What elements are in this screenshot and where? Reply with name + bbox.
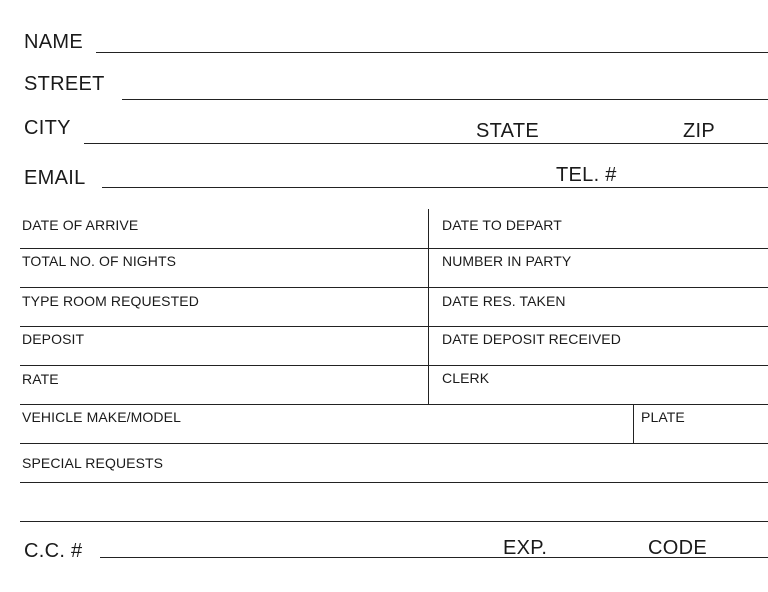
grid-row-line-3 <box>20 326 768 327</box>
city-state-zip-field-line[interactable] <box>84 143 768 144</box>
vehicle-make-model-label: VEHICLE MAKE/MODEL <box>22 409 181 425</box>
name-field-line[interactable] <box>96 52 768 53</box>
special-requests-line-1[interactable] <box>20 482 768 483</box>
special-requests-label: SPECIAL REQUESTS <box>22 455 164 471</box>
date-of-arrive-label: DATE OF ARRIVE <box>22 217 139 233</box>
city-label: CITY <box>24 117 71 139</box>
date-deposit-received-label: DATE DEPOSIT RECEIVED <box>442 331 621 347</box>
cc-number-label: C.C. # <box>24 540 83 562</box>
state-label: STATE <box>476 120 539 142</box>
grid-row-line-5 <box>20 404 768 405</box>
grid-row-line-4 <box>20 365 768 366</box>
type-room-requested-label: TYPE ROOM REQUESTED <box>22 293 199 309</box>
grid-column-divider <box>428 209 429 405</box>
name-label: NAME <box>24 31 83 53</box>
date-res-taken-label: DATE RES. TAKEN <box>442 293 566 309</box>
grid-row-line-1 <box>20 248 768 249</box>
deposit-label: DEPOSIT <box>22 331 85 347</box>
code-label: CODE <box>648 537 707 559</box>
date-to-depart-label: DATE TO DEPART <box>442 217 562 233</box>
grid-row-line-2 <box>20 287 768 288</box>
clerk-label: CLERK <box>442 370 490 386</box>
tel-label: TEL. # <box>556 164 617 186</box>
grid-row-line-6 <box>20 443 768 444</box>
plate-label: PLATE <box>641 409 685 425</box>
email-tel-field-line[interactable] <box>102 187 768 188</box>
payment-field-line[interactable] <box>100 557 768 558</box>
special-requests-line-2[interactable] <box>20 521 768 522</box>
email-label: EMAIL <box>24 167 86 189</box>
total-nights-label: TOTAL NO. OF NIGHTS <box>22 253 177 269</box>
plate-divider <box>633 405 634 444</box>
number-in-party-label: NUMBER IN PARTY <box>442 253 572 269</box>
zip-label: ZIP <box>683 120 716 142</box>
street-field-line[interactable] <box>122 99 768 100</box>
exp-label: EXP. <box>503 537 548 559</box>
street-label: STREET <box>24 73 105 95</box>
rate-label: RATE <box>22 371 59 387</box>
